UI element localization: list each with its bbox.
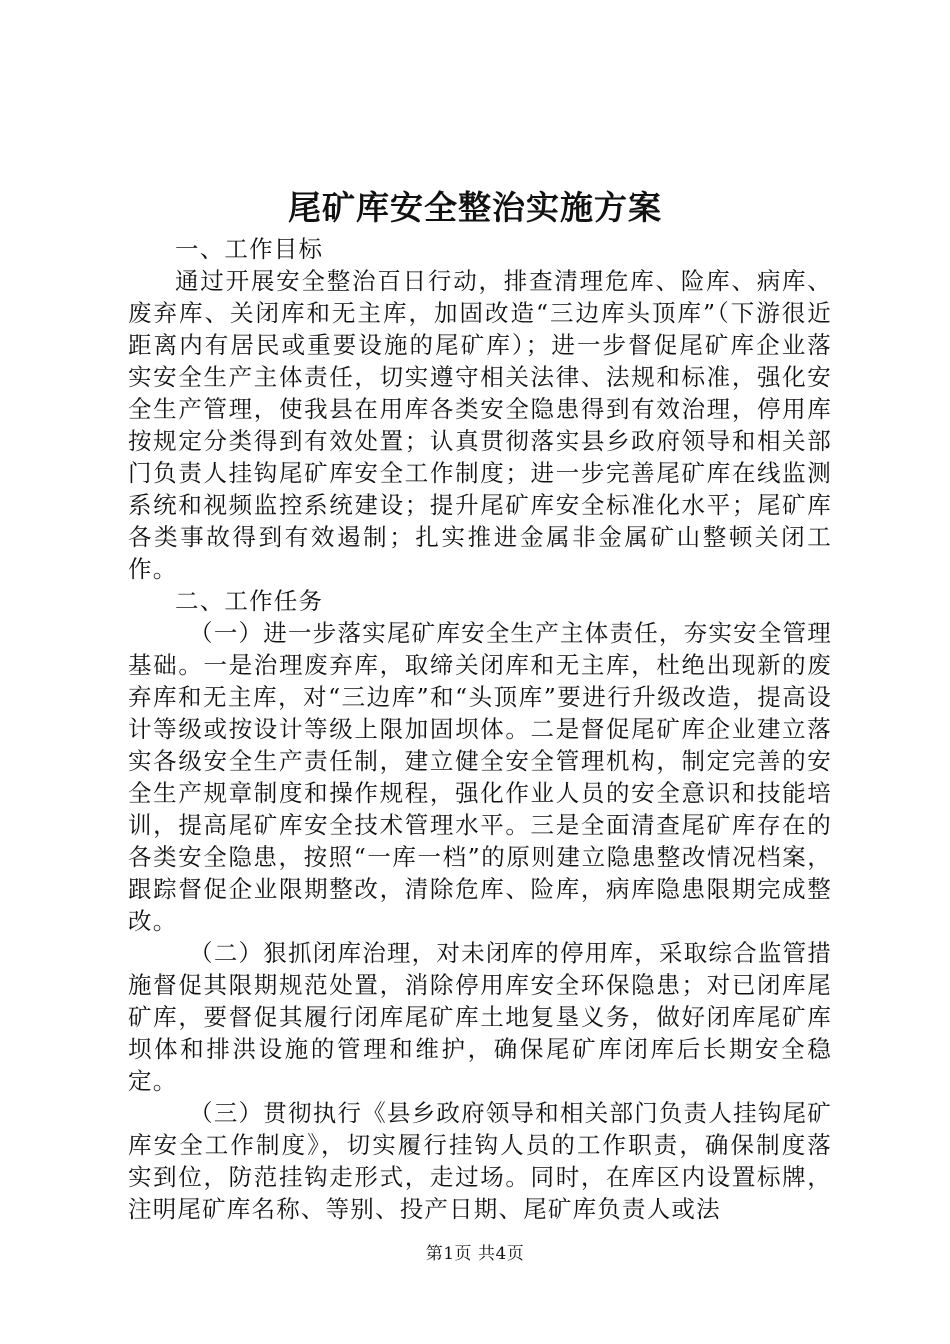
document-body	[128, 233, 832, 1225]
paragraph-task-1: （一）进一步落实尾矿库安全生产主体责任，夯实安全管理基础。一是治理废弃库，取缔关闭库和无主库，杜绝出现新的废弃库和无主库，对“三边库”和“头顶库”要进行升级改造，提高设计等级或按设计等级上限加固坝体。二是督促尾矿库企业建立落实各级安全生产责任制，建立健全安全管理机构，制定完善的安全生产规章制度和操作规程，强化作业人员的安全意识和技能培训，提高尾矿库安全技术管理水平。三是全面清查尾矿库存在的各类安全隐患，按照“一库一档”的原则建立隐患整改情况档案，跟踪督促企业限期整改，清除危库、险库，病库隐患限期完成整改。	[128, 619, 832, 935]
section-heading-goals: 一、工作目标	[175, 235, 324, 263]
page-number-footer: 第1页 共4页	[425, 1244, 525, 1264]
paragraph-goals: 通过开展安全整治百日行动，排查清理危库、险库、病库、废弃库、关闭库和无主库，加固改造“三边库头顶库”（下游很近距离内有居民或重要设施的尾矿库）；进一步督促尾矿库企业落实安全生产主体责任，切实遵守相关法律、法规和标准，强化安全生产管理，使我县在用库各类安全隐患得到有效治理，停用库按规定分类得到有效处置；认真贯彻落实县乡政府领导和相关部门负责人挂钩尾矿库安全工作制度；进一步完善尾矿库在线监测系统和视频监控系统建设；提升尾矿库安全标准化水平；尾矿库各类事故得到有效遏制；扎实推进金属非金属矿山整顿关闭工作。	[128, 267, 832, 583]
section-heading-tasks: 二、工作任务	[175, 587, 324, 615]
paragraph-task-3: （三）贯彻执行《县乡政府领导和相关部门负责人挂钩尾矿库安全工作制度》，切实履行挂钩人员的工作职责，确保制度落实到位，防范挂钩走形式，走过场。同时，在库区内设置标牌，注明尾矿库名称、等别、投产日期、尾矿库负责人或法	[128, 1099, 832, 1223]
paragraph-task-2: （二）狠抓闭库治理，对未闭库的停用库，采取综合监管措施督促其限期规范处置，消除停用库安全环保隐患；对已闭库尾矿库，要督促其履行闭库尾矿库土地复垦义务，做好闭库尾矿库坝体和排洪设施的管理和维护，确保尾矿库闭库后长期安全稳定。	[128, 939, 832, 1095]
document-title: 尾矿库安全整治实施方案	[288, 188, 662, 227]
